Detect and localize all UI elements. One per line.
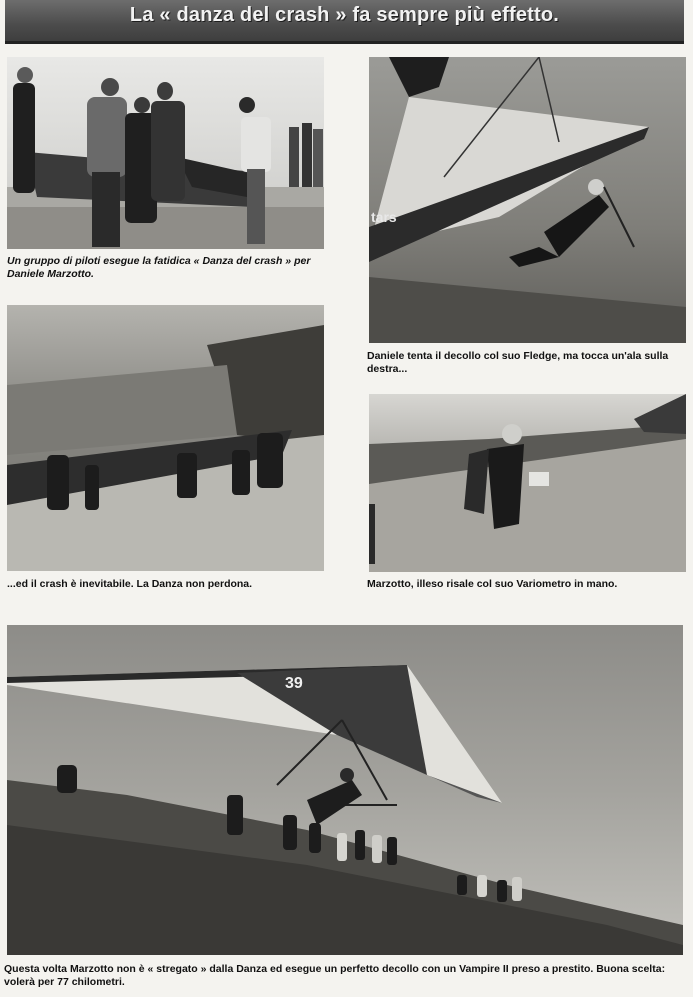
wing-number: 39: [285, 675, 303, 692]
page-title: La « danza del crash » fa sempre più effetto.: [129, 4, 560, 26]
photo-fledge-takeoff: [369, 57, 686, 343]
caption-photo-marzotto-climbs: Marzotto, illeso risale col suo Variometro in mano.: [367, 578, 618, 590]
sail-lettering: tars: [371, 209, 397, 225]
header-banner: [5, 0, 684, 44]
photo-marzotto-climbs: [369, 394, 686, 572]
caption-photo-crash: ...ed il crash è inevitabile. La Danza non perdona.: [7, 578, 253, 590]
caption-photo-vampire-takeoff: Questa volta Marzotto non è « stregato » dalla Danza ed esegue un perfetto decollo con un Vampire II preso a prestito. Buona scelta: volerà per 77 chilometri.: [4, 963, 666, 988]
caption-photo-fledge-takeoff: Daniele tenta il decollo col suo Fledge, ma tocca un'ala sulla destra...: [367, 350, 669, 375]
photo-pilots-group: [7, 57, 324, 249]
caption-photo-pilots-group: Un gruppo di piloti esegue la fatidica « Danza del crash » per Daniele Marzotto.: [7, 255, 311, 280]
photo-vampire-takeoff: [7, 625, 683, 955]
photo-crash: [7, 305, 324, 571]
